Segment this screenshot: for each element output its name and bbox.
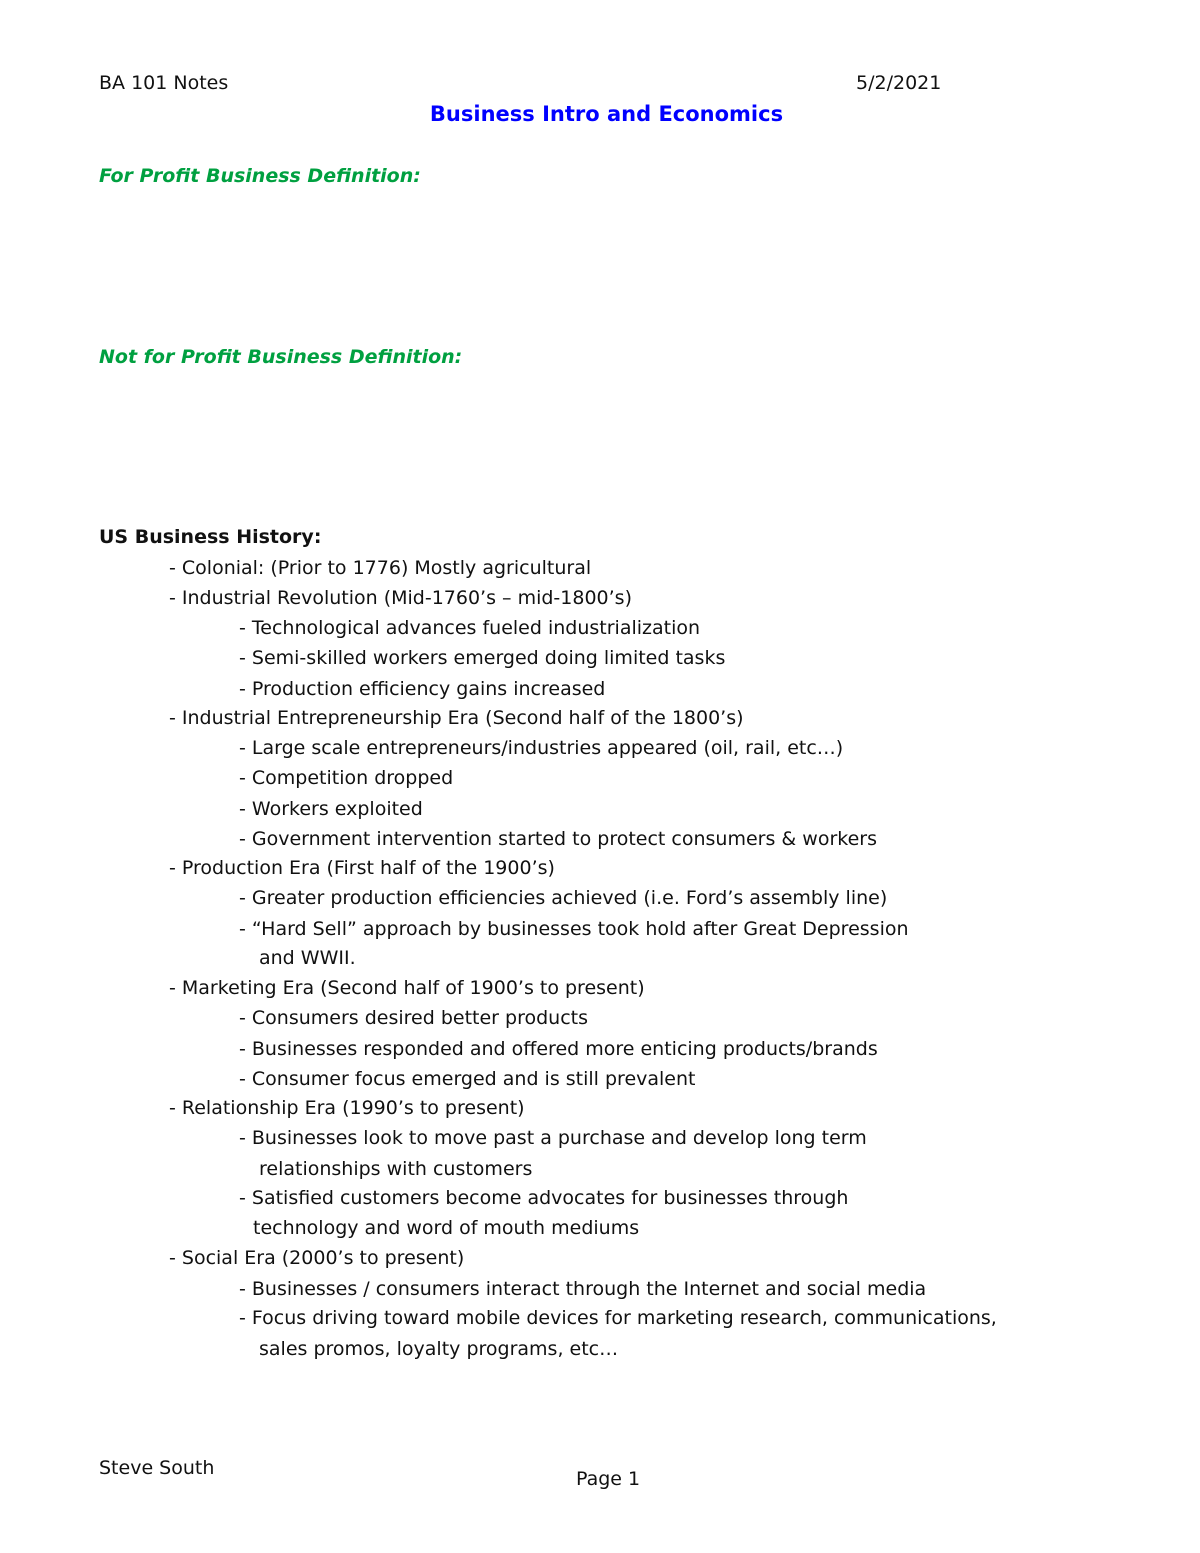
history-era-production: - Production Era (First half of the 1900’s) bbox=[169, 857, 555, 879]
history-era-marketing: - Marketing Era (Second half of 1900’s to present) bbox=[169, 977, 645, 999]
history-point: - Workers exploited bbox=[239, 798, 423, 820]
for-profit-definition-heading: For Profit Business Definition: bbox=[99, 165, 421, 187]
history-point: - Consumer focus emerged and is still prevalent bbox=[239, 1068, 696, 1090]
history-point-continuation: and WWII. bbox=[259, 947, 356, 969]
history-point: - Consumers desired better products bbox=[239, 1007, 588, 1029]
history-point: - Production efficiency gains increased bbox=[239, 678, 606, 700]
not-for-profit-definition-heading: Not for Profit Business Definition: bbox=[99, 346, 463, 368]
history-point: - Competition dropped bbox=[239, 767, 454, 789]
us-business-history-heading: US Business History: bbox=[99, 526, 322, 548]
footer-author: Steve South bbox=[99, 1457, 215, 1479]
history-point: - Large scale entrepreneurs/industries appeared (oil, rail, etc…) bbox=[239, 737, 844, 759]
history-era-social: - Social Era (2000’s to present) bbox=[169, 1247, 465, 1269]
history-era-industrial-revolution: - Industrial Revolution (Mid-1760’s – mid-1800’s) bbox=[169, 587, 632, 609]
history-point: - Greater production efficiencies achieved (i.e. Ford’s assembly line) bbox=[239, 887, 888, 909]
history-point-continuation: relationships with customers bbox=[259, 1158, 533, 1180]
history-point: - “Hard Sell” approach by businesses took hold after Great Depression bbox=[239, 918, 909, 940]
header-course: BA 101 Notes bbox=[99, 72, 229, 94]
history-point-continuation: technology and word of mouth mediums bbox=[253, 1217, 640, 1239]
history-point: - Satisfied customers become advocates for businesses through bbox=[239, 1187, 849, 1209]
history-point: - Government intervention started to protect consumers & workers bbox=[239, 828, 877, 850]
history-point: - Semi-skilled workers emerged doing limited tasks bbox=[239, 647, 726, 669]
page-number: Page 1 bbox=[576, 1468, 641, 1490]
history-era-industrial-entrepreneurship: - Industrial Entrepreneurship Era (Second half of the 1800’s) bbox=[169, 707, 744, 729]
document-title: Business Intro and Economics bbox=[429, 102, 784, 126]
history-point: - Businesses responded and offered more enticing products/brands bbox=[239, 1038, 878, 1060]
history-point: - Businesses / consumers interact through the Internet and social media bbox=[239, 1278, 927, 1300]
header-date: 5/2/2021 bbox=[856, 72, 942, 94]
history-era-colonial: - Colonial: (Prior to 1776) Mostly agricultural bbox=[169, 557, 592, 579]
history-point: - Focus driving toward mobile devices for marketing research, communications, bbox=[239, 1307, 997, 1329]
history-point: - Businesses look to move past a purchase and develop long term bbox=[239, 1127, 867, 1149]
history-point: - Technological advances fueled industrialization bbox=[239, 617, 701, 639]
history-point-continuation: sales promos, loyalty programs, etc… bbox=[259, 1338, 619, 1360]
history-era-relationship: - Relationship Era (1990’s to present) bbox=[169, 1097, 525, 1119]
